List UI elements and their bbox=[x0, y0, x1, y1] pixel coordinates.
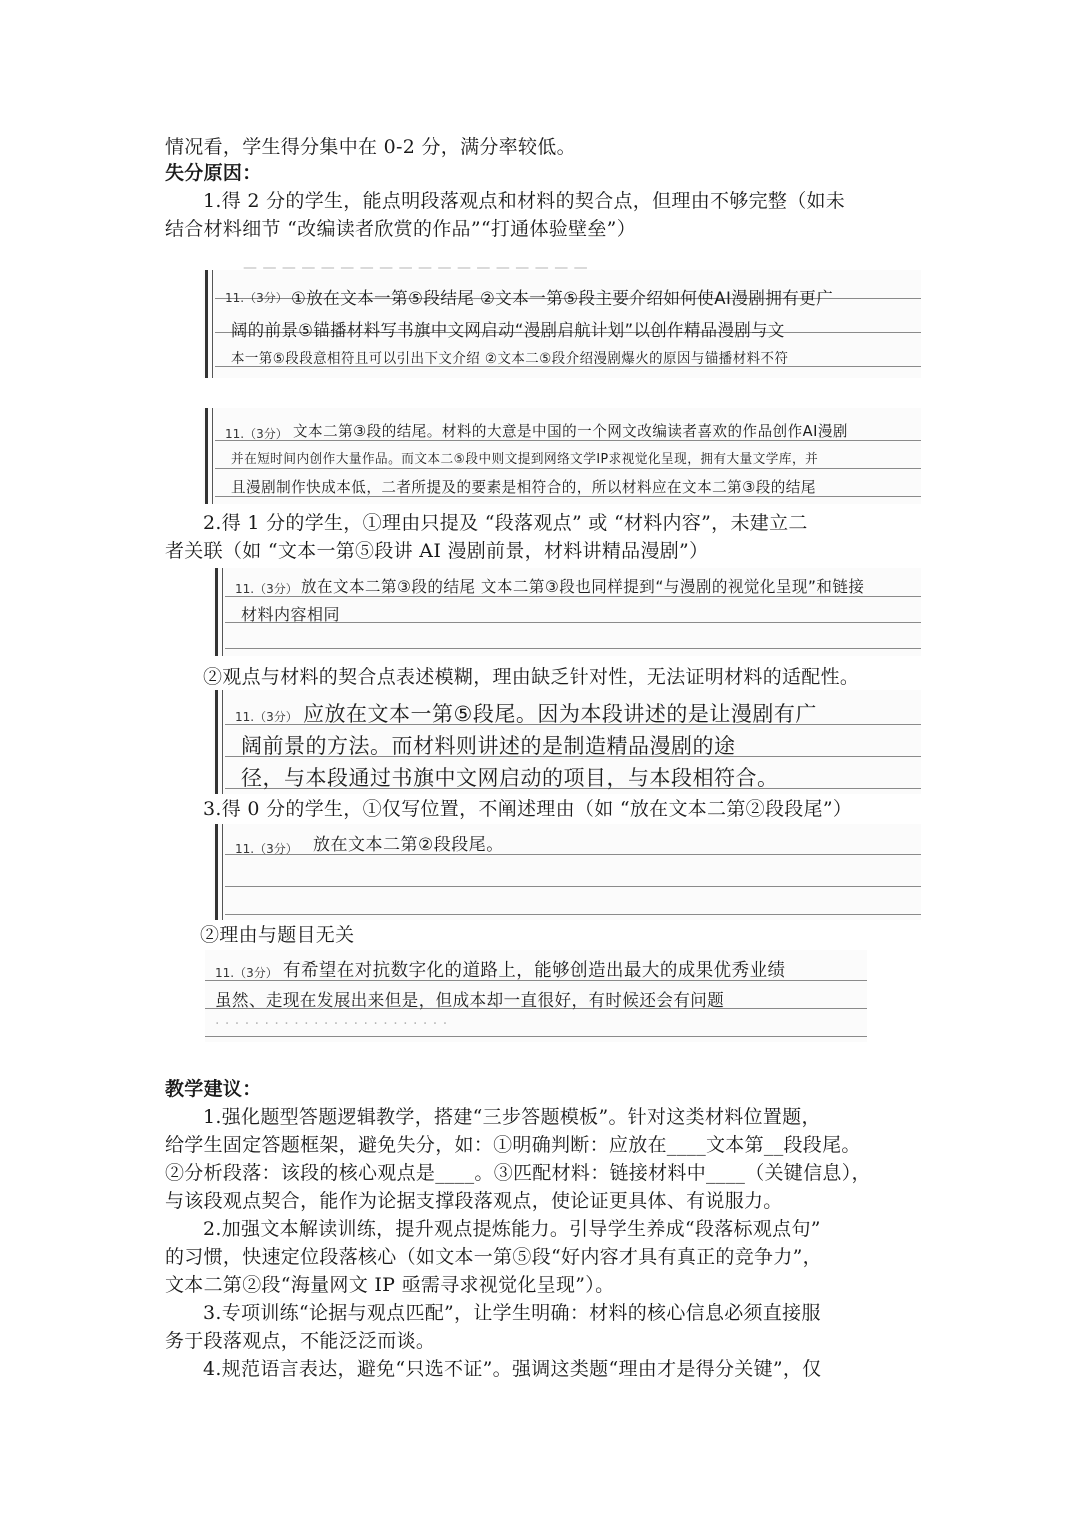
point1-line1: 1.得 2 分的学生，能点明段落观点和材料的契合点，但理由不够完整（如未 bbox=[203, 190, 846, 212]
point3b-line: ②理由与题目无关 bbox=[200, 924, 355, 946]
point2b-line: ②观点与材料的契合点表述模糊，理由缺乏针对性，无法证明材料的适配性。 bbox=[203, 666, 860, 688]
question-number: 11.（3分） bbox=[225, 291, 288, 305]
handwritten-line: 有希望在对抗数字化的道路上，能够创造出最大的成果优秀业绩 bbox=[283, 960, 786, 981]
loss-reasons-heading: 失分原因： bbox=[165, 162, 262, 184]
handwritten-line: 径，与本段通过书旗中文网启动的项目，与本段相符合。 bbox=[241, 766, 779, 790]
question-number: 11.（3分） bbox=[225, 427, 288, 441]
handwritten-line: 阔的前景⑤锚播材料写书旗中文网启动“漫剧启航计划”以创作精品漫剧与文 bbox=[231, 321, 785, 341]
handwritten-line: 且漫剧制作快成本低，二者所提及的要素是相符合的，所以材料应在文本二第③段的结尾 bbox=[231, 478, 816, 496]
answer-scan-6 bbox=[205, 950, 867, 1042]
answer-scan-4 bbox=[213, 690, 921, 794]
handwritten-line: 放在文本二第③段的结尾 文本二第③段也同样提到“与漫剧的视觉化呈现”和链接 bbox=[301, 577, 865, 596]
suggestion-line: 给学生固定答题框架，避免失分，如：①明确判断：应放在____文本第__段段尾。 bbox=[165, 1134, 861, 1156]
answer-scan-3 bbox=[213, 568, 921, 656]
handwritten-line: 阔前景的方法。而材料则讲述的是制造精品漫剧的途 bbox=[241, 734, 736, 758]
suggestion-line: 与该段观点契合，能作为论据支撑段落观点，使论证更具体、有说服力。 bbox=[165, 1190, 783, 1212]
scan-bleed-text: — — — — — — — — — — — — — — — — — — bbox=[243, 260, 589, 276]
handwritten-line: 虽然、走现在发展出来但是，但成本却一直很好，有时候还会有问题 bbox=[215, 991, 725, 1011]
intro-line: 情况看，学生得分集中在 0-2 分，满分率较低。 bbox=[165, 136, 576, 158]
handwritten-line: 材料内容相同 bbox=[241, 605, 341, 624]
question-number: 11.（3分） bbox=[235, 710, 298, 724]
suggestion-line: 的习惯，快速定位段落核心（如文本一第⑤段“好内容才具有真正的竞争力”， bbox=[165, 1246, 822, 1268]
point2-line1: 2.得 1 分的学生，①理由只提及 “段落观点” 或 “材料内容”，未建立二 bbox=[203, 512, 808, 534]
handwritten-line: 本一第⑤段段意相符且可以引出下文介绍 ②文本二⑤段介绍漫剧爆火的原因与锚播材料不符 bbox=[231, 351, 789, 367]
question-number: 11.（3分） bbox=[235, 842, 298, 856]
handwritten-line: 文本二第③段的结尾。材料的大意是中国的一个网文改编读者喜欢的作品创作AI漫剧 bbox=[293, 422, 848, 440]
handwritten-line: 应放在文本一第⑤段尾。因为本段讲述的是让漫剧有广 bbox=[303, 702, 817, 726]
suggestion-line: 4.规范语言表达，避免“只选不证”。强调这类题“理由才是得分关键”，仅 bbox=[203, 1358, 822, 1380]
answer-scan-1 bbox=[203, 260, 921, 378]
answer-scan-2 bbox=[203, 408, 921, 504]
question-number: 11.（3分） bbox=[215, 966, 278, 980]
question-number: 11.（3分） bbox=[235, 582, 298, 596]
scan-bleed-text: · · · · · · · · · · · · · · · · · · · · · · · · bbox=[215, 1016, 448, 1032]
suggestion-line: 2.加强文本解读训练，提升观点提炼能力。引导学生养成“段落标观点句” bbox=[203, 1218, 821, 1240]
teaching-heading: 教学建议： bbox=[165, 1078, 262, 1100]
suggestion-line: 1.强化题型答题逻辑教学，搭建“三步答题模板”。针对这类材料位置题， bbox=[203, 1106, 821, 1128]
point2-line2: 者关联（如 “文本一第⑤段讲 AI 漫剧前景，材料讲精品漫剧”） bbox=[165, 540, 709, 562]
answer-scan-5 bbox=[213, 824, 921, 920]
handwritten-line: 放在文本二第②段段尾。 bbox=[313, 835, 504, 855]
point3-line: 3.得 0 分的学生，①仅写位置，不阐述理由（如 “放在文本二第②段段尾”） bbox=[203, 798, 853, 820]
handwritten-line: ①放在文本一第⑤段结尾 ②文本一第⑤段主要介绍如何使AI漫剧拥有更广 bbox=[291, 289, 834, 309]
point1-line2: 结合材料细节 “改编读者欣赏的作品”“打通体验壁垒”） bbox=[165, 218, 636, 240]
suggestion-line: 务于段落观点，不能泛泛而谈。 bbox=[165, 1330, 436, 1352]
handwritten-line: 并在短时间内创作大量作品。而文本二⑤段中则文提到网络文学IP求视觉化呈现，拥有大量文学库，并 bbox=[231, 452, 819, 467]
suggestion-line: ②分析段落：该段的核心观点是____。③匹配材料：链接材料中____（关键信息）， bbox=[165, 1162, 871, 1184]
suggestion-line: 3.专项训练“论据与观点匹配”，让学生明确：材料的核心信息必须直接服 bbox=[203, 1302, 821, 1324]
suggestion-line: 文本二第②段“海量网文 IP 亟需寻求视觉化呈现”）。 bbox=[165, 1274, 615, 1296]
